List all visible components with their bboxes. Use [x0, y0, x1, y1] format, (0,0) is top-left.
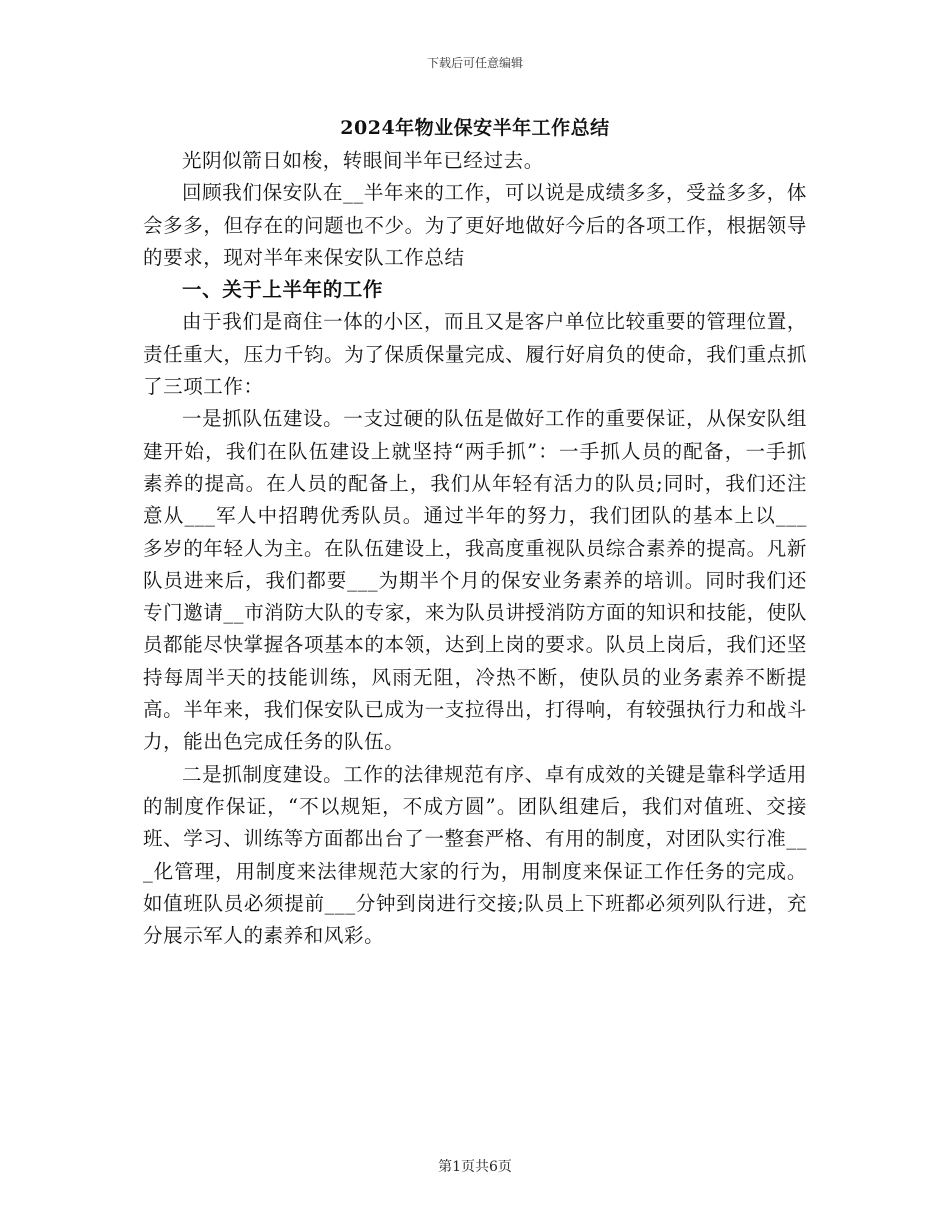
page-header-note: 下载后可任意编辑	[426, 56, 523, 70]
paragraph-system-building: 二是抓制度建设。工作的法律规范有序、卓有成效的关键是靠科学适用的制度作保证，“不以规矩，不成方圆”。团队组建后，我们对值班、交接班、学习、训练等方面都出台了一整套严格、有用的制度，对团队实行准___化管理，用制度来法律规范大家的行为，用制度来保证工作任务的完成。如值班队员必须提前___分钟到岗进行交接;队员上下班都必须列队行进，充分展示军人的素养和风彩。	[143, 762, 807, 948]
paragraph-intro: 光阴似箭日如梭，转眼间半年已经过去。	[182, 149, 544, 172]
paragraph-background: 由于我们是商住一体的小区，而且又是客户单位比较重要的管理位置，责任重大，压力千钧。为了保质保量完成、履行好肩负的使命，我们重点抓了三项工作：	[143, 310, 807, 399]
page-number: 第1页共6页	[438, 1159, 512, 1175]
document-title: 2024年物业保安半年工作总结	[340, 117, 610, 139]
paragraph-review: 回顾我们保安队在__半年来的工作，可以说是成绩多多，受益多多，体会多多，但存在的问题也不少。为了更好地做好今后的各项工作，根据领导的要求，现对半年来保安队工作总结	[143, 181, 807, 269]
document-body	[143, 112, 807, 952]
section-heading: 一、关于上半年的工作	[182, 278, 384, 302]
paragraph-team-building: 一是抓队伍建设。一支过硬的队伍是做好工作的重要保证，从保安队组建开始，我们在队伍建设上就坚持“两手抓”：一手抓人员的配备，一手抓素养的提高。在人员的配备上，我们从年轻有活力的队员;同时，我们还注意从___军人中招聘优秀队员。通过半年的努力，我们团队的基本上以___多岁的年轻人为主。在队伍建设上，我高度重视队员综合素养的提高。凡新队员进来后，我们都要___为期半个月的保安业务素养的培训。同时我们还专门邀请__市消防大队的专家，来为队员讲授消防方面的知识和技能，使队员都能尽快掌握各项基本的本领，达到上岗的要求。队员上岗后，我们还坚持每周半天的技能训练，风雨无阻，冷热不断，使队员的业务素养不断提高。半年来，我们保安队已成为一支拉得出，打得响，有较强执行力和战斗力，能出色完成任务的队伍。	[143, 407, 807, 754]
